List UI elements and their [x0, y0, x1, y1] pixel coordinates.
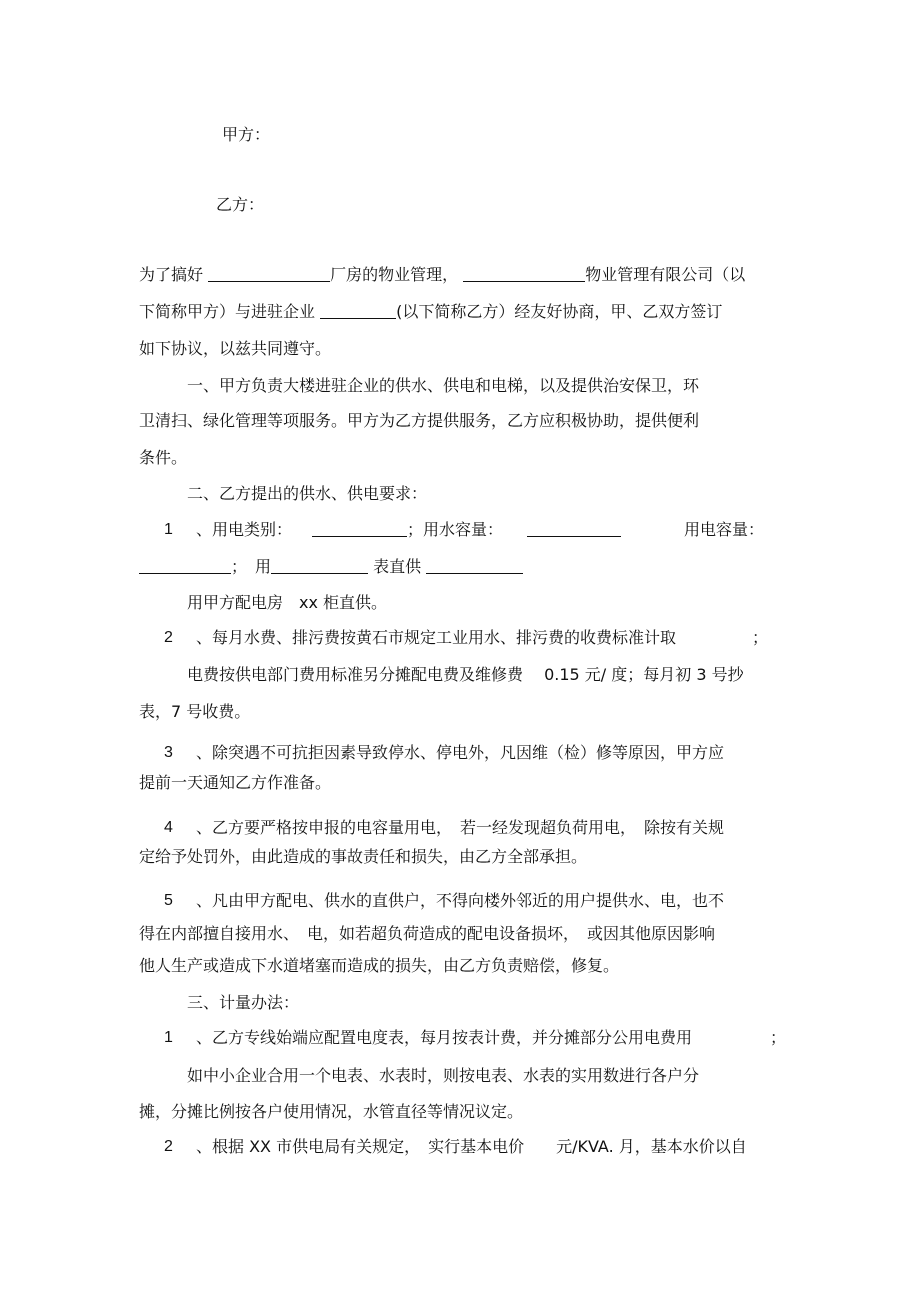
- section-1-line-2: 卫清扫、绿化管理等项服务。甲方为乙方提供服务，乙方应积极协助，提供便利: [139, 411, 700, 430]
- item-text: 、用电类别：: [196, 520, 293, 539]
- s3-item-1-line-3: 摊，分摊比例按各户使用情况，水管直径等情况议定。: [139, 1102, 524, 1121]
- item-number: 3: [164, 744, 173, 761]
- intro-text: 为了搞好: [139, 265, 204, 284]
- s2-item-5-line-3: 他人生产或造成下水道堵塞而造成的损失，由乙方负责赔偿，修复。: [139, 956, 620, 975]
- s2-item-3-line-2: 提前一天通知乙方作准备。: [139, 773, 332, 792]
- item-number: 1: [164, 521, 173, 538]
- party-a-label: 甲方：: [222, 125, 271, 144]
- s2-item-1-line-3: 用甲方配电房 xx 柜直供。: [187, 593, 388, 612]
- item-number: 2: [164, 1138, 173, 1155]
- item-number: 5: [164, 892, 173, 909]
- s2-item-1-line-1: [196, 522, 621, 538]
- s2-item-4-line-2: 定给予处罚外，由此造成的事故责任和损失，由乙方全部承担。: [139, 847, 588, 866]
- s2-item-4-line-1: 、乙方要严格按申报的电容量用电， 若一经发现超负荷用电， 除按有关规: [196, 818, 725, 837]
- item-number: 1: [164, 1029, 173, 1046]
- blank-field: [426, 559, 523, 574]
- s3-item-1-semicolon: ；: [770, 1028, 787, 1047]
- s2-item-2-line-1: 、每月水费、排污费按黄石市规定工业用水、排污费的收费标准计取: [196, 628, 677, 647]
- s2-item-2-semicolon: ；: [752, 628, 769, 647]
- item-number: 4: [164, 819, 173, 836]
- s2-item-2-line-2: 电费按供电部门费用标准另分摊配电费及维修费 0.15 元/ 度；每月初 3 号抄: [187, 665, 744, 684]
- s2-item-1-line-2: [139, 559, 523, 575]
- section-1-line-1: 一、甲方负责大楼进驻企业的供水、供电和电梯，以及提供治安保卫，环: [187, 376, 700, 395]
- intro-text: 厂房的物业管理，: [330, 265, 459, 284]
- s3-item-1-line-2: 如中小企业合用一个电表、水表时，则按电表、水表的实用数进行各户分: [187, 1066, 700, 1085]
- intro-text: 下简称甲方）与进驻企业: [139, 302, 316, 321]
- s2-item-2-line-3: 表，7 号收费。: [139, 702, 251, 721]
- section-1-line-3: 条件。: [139, 448, 188, 467]
- section-3-title: 三、计量办法：: [187, 993, 300, 1012]
- s3-item-1-line-1: 、乙方专线始端应配置电度表，每月按表计费，并分摊部分公用电费用: [196, 1028, 693, 1047]
- item-text: ； 用: [231, 557, 272, 576]
- item-number: 2: [164, 629, 173, 646]
- blank-field: [527, 522, 621, 537]
- section-2-title: 二、乙方提出的供水、供电要求：: [187, 484, 428, 503]
- intro-line-3: 如下协议，以兹共同遵守。: [139, 339, 332, 358]
- blank-field: [139, 559, 231, 574]
- intro-text: (以下简称乙方）经友好协商，甲、乙双方签订: [396, 302, 723, 321]
- s2-item-5-line-2: 得在内部擅自接用水、 电，如若超负荷造成的配电设备损坏， 或因其他原因影响: [139, 924, 716, 943]
- s3-item-2-line-1: 、根据 XX 市供电局有关规定， 实行基本电价 元/KVA. 月，基本水价以自: [196, 1137, 747, 1156]
- intro-line-1: [139, 267, 745, 283]
- blank-field: [208, 267, 330, 282]
- intro-line-2: [139, 304, 722, 320]
- blank-field: [463, 267, 585, 282]
- blank-field: [320, 304, 396, 319]
- s2-item-1-capacity-label: 用电容量：: [684, 520, 765, 539]
- item-text: 表直供: [373, 557, 422, 576]
- blank-field: [312, 522, 407, 537]
- item-text: ；用水容量：: [407, 520, 504, 539]
- blank-field: [271, 559, 368, 574]
- s2-item-3-line-1: 、除突遇不可抗拒因素导致停水、停电外，凡因维（检）修等原因，甲方应: [196, 743, 725, 762]
- intro-text: 物业管理有限公司（以: [585, 265, 746, 284]
- s2-item-5-line-1: 、凡由甲方配电、供水的直供户，不得向楼外邻近的用户提供水、电，也不: [196, 891, 725, 910]
- party-b-label: 乙方：: [216, 195, 265, 214]
